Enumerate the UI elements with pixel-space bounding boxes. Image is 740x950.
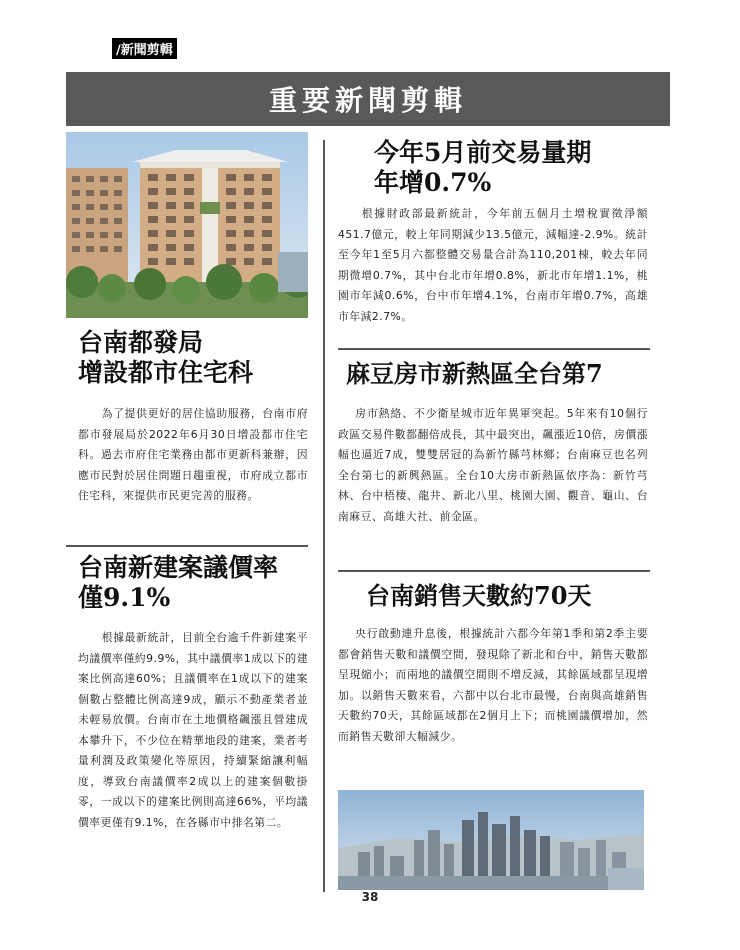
article-title-bargain-rate <box>78 553 278 612</box>
article-body-selling-days: 央行啟動連升息後，根據統計六都今年第1季和第2季主要都會銷售天數和議價空間，發現除了新北和台中，銷售天數都呈現縮小；而兩地的議價空間則不增反減，其餘區域都呈現增加。以銷售天數來看，六都中以台北市最慢，台南與高雄銷售天數約70天，其餘區域都在2個月上下；而桃園議價增加，然而銷售天數卻大幅減少。 <box>338 627 648 743</box>
page-number: 38 <box>361 890 379 904</box>
title-line: 台南都發局 <box>78 328 204 357</box>
title-line: 台南新建案議價率 <box>78 553 279 582</box>
title-line: 年增0.7% <box>374 167 492 197</box>
city-skyline-image <box>338 790 644 890</box>
title-line: 台南銷售天數約70天 <box>366 581 592 610</box>
title-line: 增設都市住宅科 <box>78 357 254 387</box>
article-body-bargain-rate: 根據最新統計，目前全台逾千件新建案平均議價率僅約9.9%，其中議價率1成以下的建案比例高達60%；且議價率在1成以下的建案個數占整體比例高達9成，顯示不動產業者並未輕易放價。台南市在土地價格飆漲且營建成本攀升下，不少位在精華地段的建案，業者考量利潤及政策變化等原因，持續緊縮讓利幅度，導致台南議價率2成以上的建案個數掛零，一成以下的建案比例則高達66%，平均議價率更僅有9.1%，在各縣市中排名第二。 <box>78 631 308 829</box>
section-tag: /新聞剪輯 <box>112 38 177 59</box>
article-body-transaction-volume: 根據財政部最新統計，今年前五個月土增稅實徵淨額451.7億元，較上年同期減少13.5億元，減幅達-2.9%。統計至今年1至5月六都整體交易量合計為110,201棟，較去年同期微增0.7%，其中台北市年增0.8%，新北市年增1.1%，桃園市年減0.6%，台中市年增4.1%，台南市年增0.7%，高雄市年減2.7%。 <box>338 207 648 323</box>
article-title-transaction-volume <box>374 138 591 197</box>
article-title-selling-days <box>366 582 591 610</box>
title-line: 僅9.1% <box>78 582 171 612</box>
building-photo <box>66 132 308 318</box>
divider <box>66 545 308 547</box>
title-banner <box>66 72 670 126</box>
divider <box>338 570 650 572</box>
divider <box>338 348 650 350</box>
article-title-housing-division <box>78 328 253 387</box>
apartment-building-image <box>66 132 308 318</box>
article-body-housing-division: 為了提供更好的居住協助服務，台南市府都市發展局於2022年6月30日增設都市住宅科。過去市府住宅業務由都市更新科兼辦，因應市民對於居住問題日趨重視，市府成立都市住宅科，來提供市民更完善的服務。 <box>78 407 308 502</box>
title-line: 今年5月前交易量期 <box>374 138 592 167</box>
city-skyline-photo <box>338 790 644 890</box>
article-title-madou-hotspot <box>346 360 603 388</box>
article-body-madou-hotspot: 房市熱絡、不少衛星城市近年異軍突起。5年來有10個行政區交易件數都翻倍成長，其中最突出，飆漲近10倍，房價漲幅也逼近7成，雙雙居冠的為新竹縣芎林鄉；台南麻豆也名列全台第七的新興熱區。全台10大房市新熱區依序為：新竹芎林、台中梧棲、龍井、新北八里、桃園大園、觀音、龜山、台南麻豆、高雄大社、前金區。 <box>338 407 648 523</box>
title-line: 麻豆房市新熱區全台第7 <box>346 359 603 388</box>
column-divider <box>323 140 325 892</box>
banner-title: 重要新聞剪輯 <box>268 84 467 117</box>
